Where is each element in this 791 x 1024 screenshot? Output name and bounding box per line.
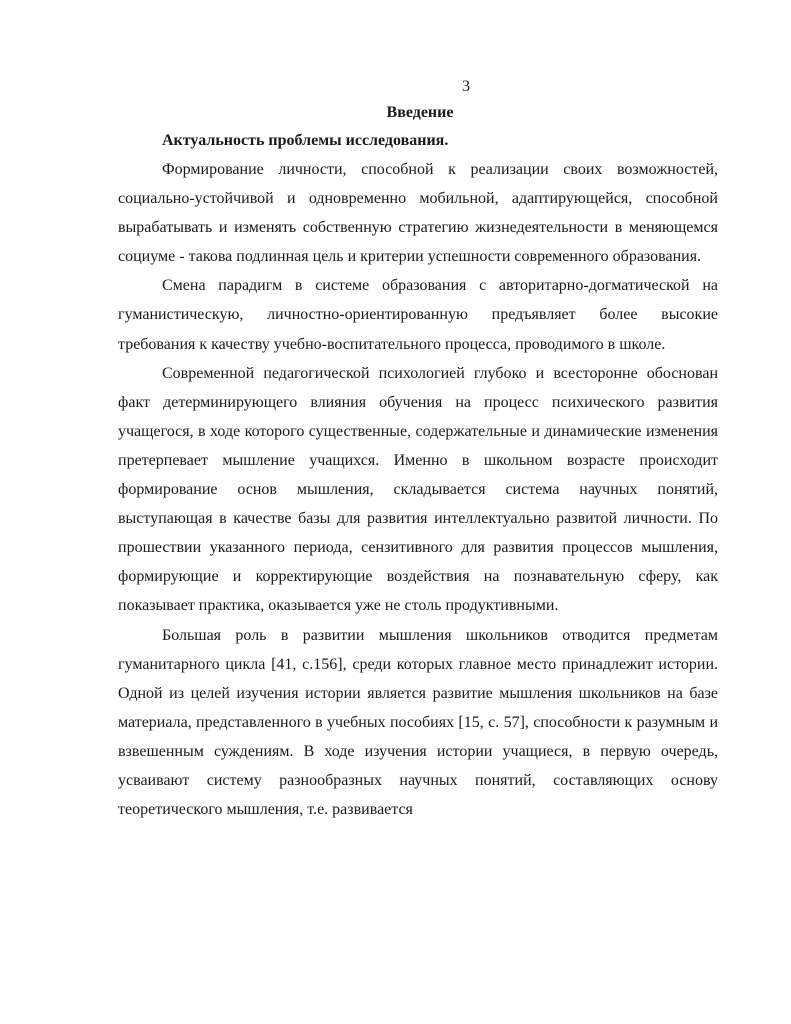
- page-number: 3: [462, 78, 470, 95]
- paragraph: Современной педагогической психологией глубоко и всесторонне обоснован факт детерминирующего влияния обучения на процесс психического развития учащегося, в ходе которого существенные, содержательные и динамические изменения претерпевает мышление учащихся. Именно в школьном возрасте происходит формирование основ мышления, складывается система научных понятий, выступающая в качестве базы для развития интеллектуально развитой личности. По прошествии указанного периода, сензитивного для развития процессов мышления, формирующие и корректирующие воздействия на познавательную сферу, как показывает практика, оказывается уже не столь продуктивными.: [118, 364, 718, 615]
- paragraph: Смена парадигм в системе образования с авторитарно-догматической на гуманистическую, личностно-ориентированную предъявляет более высокие требования к качеству учебно-воспитательного процесса, проводимого в школе.: [118, 277, 718, 353]
- section-heading: Введение: [386, 104, 454, 121]
- section-subheading: Актуальность проблемы исследования.: [162, 132, 449, 149]
- paragraph: Формирование личности, способной к реализации своих возможностей, социально-устойчивой и одновременно мобильной, адаптирующейся, способной вырабатывать и изменять собственную стратегию жизнедеятельности в меняющемся социуме - такова подлинная цель и критерии успешности современного образования.: [118, 161, 718, 266]
- body-text: [118, 155, 718, 824]
- paragraph: Большая роль в развитии мышления школьников отводится предметам гуманитарного цикла [41, с.156], среди которых главное место принадлежит истории. Одной из целей изучения истории является развитие мышления школьников на базе материала, представленного в учебных пособиях [15, с. 57], способности к разумным и взвешенным суждениям. В ходе изучения истории учащиеся, в первую очередь, усваивают систему разнообразных научных понятий, составляющих основу теоретического мышления, т.е. развивается: [118, 626, 718, 819]
